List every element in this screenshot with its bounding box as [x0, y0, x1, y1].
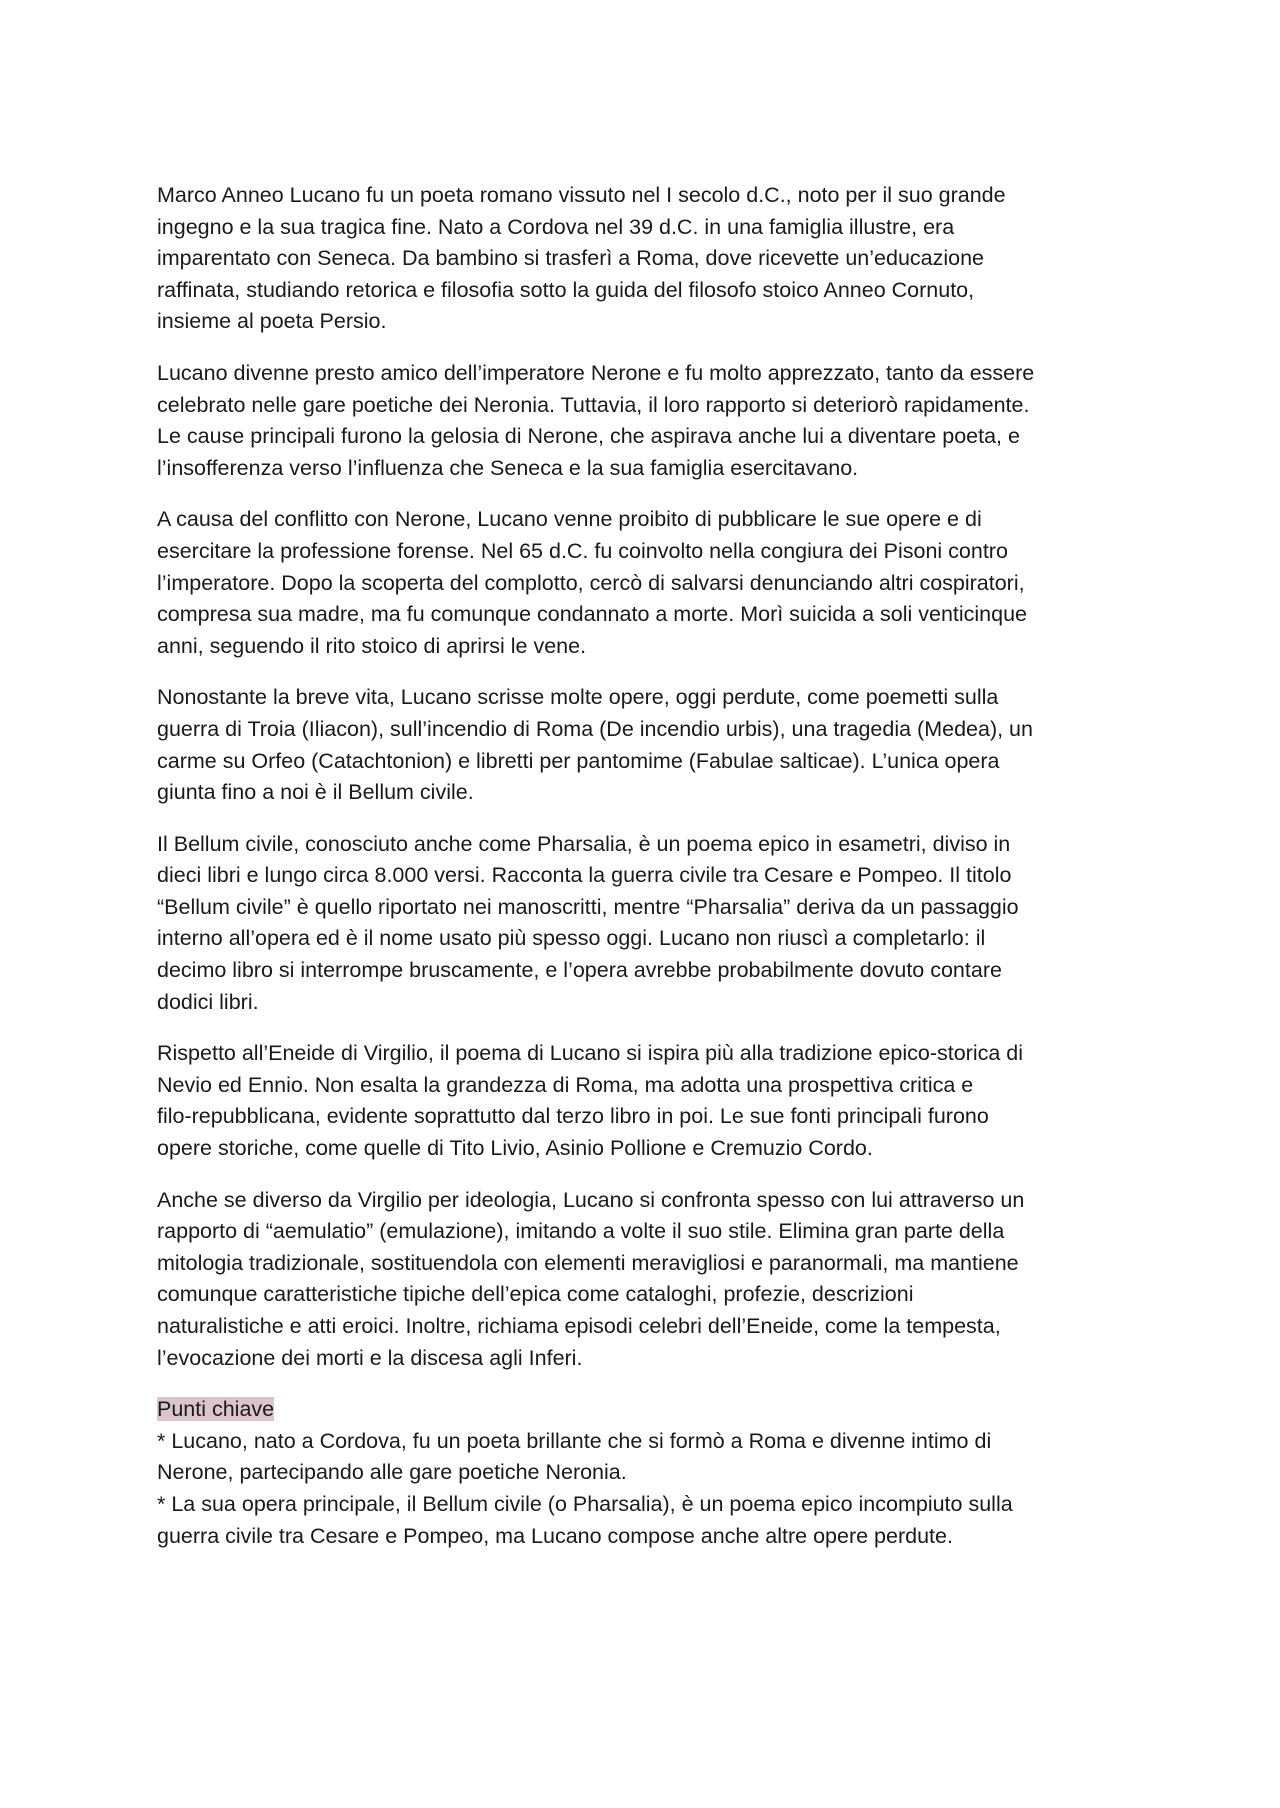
paragraph-7: Anche se diverso da Virgilio per ideologia, Lucano si confronta spesso con lui attraverso un rapporto di “aemulatio” (emulazione), imitando a volte il suo stile. Elimina gran parte della mitologia tradizionale, sostituendola con elementi meravigliosi e paranormali, ma mantiene comunque caratteristiche tipiche dell’epica come cataloghi, profezie, descrizioni naturalistiche e atti eroici. Inoltre, richiama episodi celebri dell’Eneide, come la tempesta, l’evocazione dei morti e la discesa agli Inferi.: [157, 1187, 1025, 1370]
paragraph-2: Lucano divenne presto amico dell’imperatore Nerone e fu molto apprezzato, tanto da essere celebrato nelle gare poetiche dei Neronia. Tuttavia, il loro rapporto si deteriorò rapidamente. Le cause principali furono la gelosia di Nerone, che aspirava anche lui a diventare poeta, e l’insofferenza verso l’influenza che Seneca e la sua famiglia esercitavano.: [157, 360, 1035, 480]
key-points-heading: Punti chiave: [157, 1397, 275, 1422]
key-points-section: [157, 1394, 1137, 1552]
paragraph-6: Rispetto all’Eneide di Virgilio, il poema di Lucano si ispira più alla tradizione epico-storica di Nevio ed Ennio. Non esalta la grandezza di Roma, ma adotta una prospettiva critica e filo-repubblicana, evidente soprattutto dal terzo libro in poi. Le sue fonti principali furono opere storiche, come quelle di Tito Livio, Asinio Pollione e Cremuzio Cordo.: [157, 1041, 1024, 1161]
paragraph-1: Marco Anneo Lucano fu un poeta romano vissuto nel I secolo d.C., noto per il suo grande ingegno e la sua tragica fine. Nato a Cordova nel 39 d.C. in una famiglia illustre, era imparentato con Seneca. Da bambino si trasferì a Roma, dove ricevette un’educazione raffinata, studiando retorica e filosofia sotto la guida del filosofo stoico Anneo Cornuto, insieme al poeta Persio.: [157, 183, 1006, 334]
paragraph-5: Il Bellum civile, conosciuto anche come Pharsalia, è un poema epico in esametri, diviso in dieci libri e lungo circa 8.000 versi. Racconta la guerra civile tra Cesare e Pompeo. Il titolo “Bellum civile” è quello riportato nei manoscritti, mentre “Pharsalia” deriva da un passaggio interno all’opera ed è il nome usato più spesso oggi. Lucano non riuscì a completarlo: il decimo libro si interrompe bruscamente, e l’opera avrebbe probabilmente dovuto contare dodici libri.: [157, 831, 1019, 1014]
paragraph-3: A causa del conflitto con Nerone, Lucano venne proibito di pubblicare le sue opere e di esercitare la professione forense. Nel 65 d.C. fu coinvolto nella congiura dei Pisoni contro l’imperatore. Dopo la scoperta del complotto, cercò di salvarsi denunciando altri cospiratori, compresa sua madre, ma fu comunque condannato a morte. Morì suicida a soli venticinque anni, seguendo il rito stoico di aprirsi le vene.: [157, 507, 1028, 658]
key-point-item-2: * La sua opera principale, il Bellum civile (o Pharsalia), è un poema epico incompiuto sulla guerra civile tra Cesare e Pompeo, ma Lucano compose anche altre opere perdute.: [157, 1491, 1013, 1548]
paragraph-4: Nonostante la breve vita, Lucano scrisse molte opere, oggi perdute, come poemetti sulla guerra di Troia (Iliacon), sull’incendio di Roma (De incendio urbis), una tragedia (Medea), un carme su Orfeo (Catachtonion) e libretti per pantomime (Fabulae salticae). L’unica opera giunta fino a noi è il Bellum civile.: [157, 685, 1033, 805]
key-point-item-1: * Lucano, nato a Cordova, fu un poeta brillante che si formò a Roma e divenne intimo di Nerone, partecipando alle gare poetiche Neronia.: [157, 1428, 992, 1485]
document-body: [157, 180, 1137, 1552]
